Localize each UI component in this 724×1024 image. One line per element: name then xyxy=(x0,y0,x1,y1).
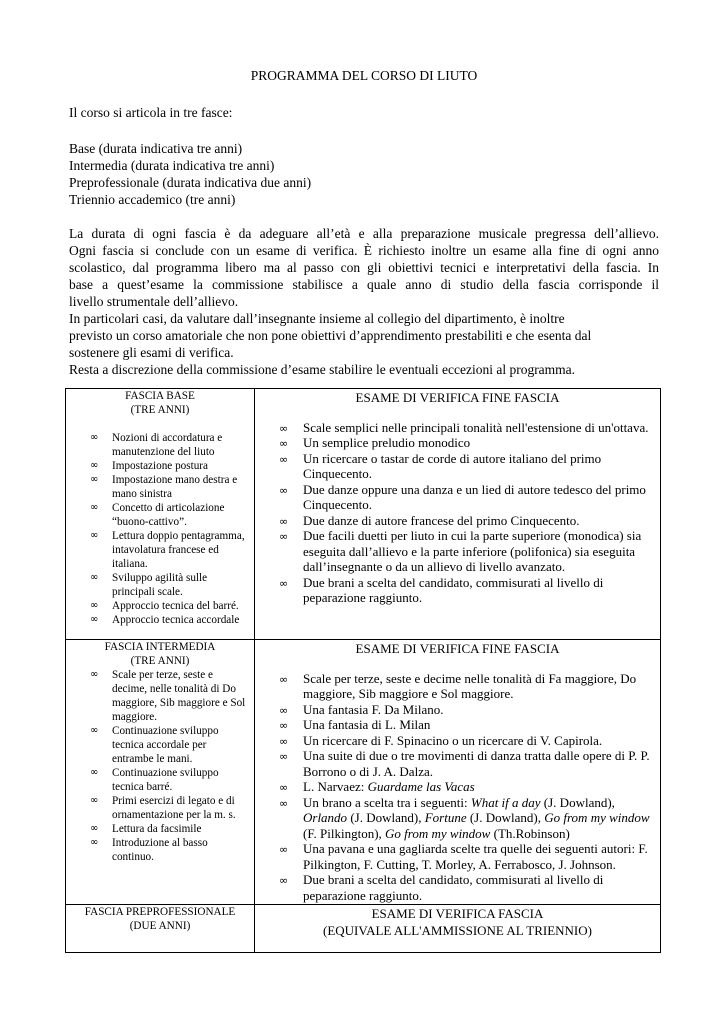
list-item: ∞ Un ricercare o tastar de corde di autore italiano del primo Cinquecento. xyxy=(279,450,602,481)
list-item: ∞ Due danze di autore francese del primo Cinquecento. xyxy=(279,512,580,528)
description-line: Resta a discrezione della commissione d’esame stabilire le eventuali eccezioni al programma. xyxy=(69,362,576,377)
base-cell xyxy=(66,389,255,640)
bullet-icon: ∞ xyxy=(90,572,99,583)
list-item: ∞ Scale semplici nelle principali tonalità nell'estensione di un'ottava. xyxy=(279,419,649,435)
program-table xyxy=(65,388,661,953)
list-item: ∞ Approccio tecnica accordale xyxy=(90,614,240,626)
page-title: PROGRAMMA DEL CORSO DI LIUTO xyxy=(250,68,478,83)
list-item: ∞ Due brani a scelta del candidato, commisurati al livello di peparazione raggiunto. xyxy=(279,872,604,903)
list-item: ∞ Scale per terze, seste e decime, nelle tonalità di Do maggiore, Sib maggiore e Sol maggiore. xyxy=(90,669,246,723)
bullet-icon: ∞ xyxy=(279,421,289,435)
bullet-icon: ∞ xyxy=(279,452,289,466)
list-item: ∞ Due brani a scelta del candidato, commisurati al livello di peparazione raggiunto. xyxy=(279,574,604,605)
base-exam-cell xyxy=(255,389,661,640)
description-line: base a quest’esame la commissione stabilisce a quale anno di studio della fascia corrisponde il xyxy=(69,277,659,292)
bullet-icon: ∞ xyxy=(90,669,99,680)
level-triennio: Triennio accademico (tre anni) xyxy=(69,192,236,207)
list-item: ∞ Un semplice preludio monodico xyxy=(279,435,471,450)
intermedia-exam-heading: ESAME DI VERIFICA FINE FASCIA xyxy=(355,641,560,656)
level-list xyxy=(69,140,659,208)
list-item: ∞ Due facili duetti per liuto in cui la parte superiore (monodica) sia eseguita dall’allievo e la parte inferiore (polifonica) sia eseguita dall’insegnante o da un allievo di livello avanzato. xyxy=(279,528,642,574)
list-item: ∞ Primi esercizi di legato e di ornamentazione per la m. s. xyxy=(90,795,236,821)
description-line: Ogni fascia si conclude con un esame di verifica. È richiesto inoltre un esame alla fine di ogni anno xyxy=(69,243,659,258)
bullet-icon: ∞ xyxy=(90,614,99,625)
bullet-icon: ∞ xyxy=(90,432,99,443)
intermedia-topics-list xyxy=(66,668,254,864)
bullet-icon: ∞ xyxy=(279,750,289,763)
bullet-icon: ∞ xyxy=(90,767,99,778)
bullet-icon: ∞ xyxy=(279,874,289,887)
bullet-icon: ∞ xyxy=(279,796,289,810)
level-base: Base (durata indicativa tre anni) xyxy=(69,141,243,156)
description-line: La durata di ogni fascia è da adeguare all’età e alla preparazione musicale pregressa dell’allievo. xyxy=(69,226,659,241)
description-line: livello strumentale dell’allievo. xyxy=(69,294,239,309)
bullet-icon: ∞ xyxy=(279,719,289,732)
bullet-icon: ∞ xyxy=(90,725,99,736)
preprofessionale-exam-cell xyxy=(255,905,661,953)
preprofessionale-heading: FASCIA PREPROFESSIONALE xyxy=(84,906,236,918)
row-base xyxy=(66,389,661,640)
preprofessionale-duration: (DUE ANNI) xyxy=(129,920,191,932)
bullet-icon: ∞ xyxy=(90,795,99,806)
bullet-icon: ∞ xyxy=(279,843,289,856)
bullet-icon: ∞ xyxy=(279,530,289,543)
level-intermedia: Intermedia (durata indicativa tre anni) xyxy=(69,158,275,173)
list-item: ∞ Un brano a scelta tra i seguenti: What if a day (J. Dowland), Orlando (J. Dowland), Fortune (J. Dowland), Go from my window (F. Pilkington), Go from my window (Th.Robinson) xyxy=(279,794,650,841)
bullet-icon: ∞ xyxy=(90,530,99,541)
base-exam-heading: ESAME DI VERIFICA FINE FASCIA xyxy=(355,390,560,405)
intermedia-heading: FASCIA INTERMEDIA xyxy=(104,641,216,653)
bullet-icon: ∞ xyxy=(279,672,289,686)
list-item: ∞ Una pavana e una gagliarda scelte tra quelle dei seguenti autori: F. Pilkington, F. Cutting, T. Morley, A. Ferrabosco, J. Johnson. xyxy=(279,841,648,872)
bullet-icon: ∞ xyxy=(279,703,289,717)
list-item: ∞ Sviluppo agilità sulle principali scale. xyxy=(90,572,208,598)
bullet-icon: ∞ xyxy=(279,734,289,748)
bullet-icon: ∞ xyxy=(279,781,289,794)
bullet-icon: ∞ xyxy=(90,502,99,513)
list-item: ∞ Lettura doppio pentagramma, intavolatura francese ed italiana. xyxy=(90,530,245,570)
list-item: ∞ L. Narvaez: Guardame las Vacas xyxy=(279,779,475,794)
preprofessionale-cell xyxy=(66,905,255,953)
list-item: ∞ Scale per terze, seste e decime nelle tonalità di Fa maggiore, Do maggiore, Sib maggiore e Sol maggiore. xyxy=(279,670,637,701)
base-exam-list xyxy=(255,420,660,606)
list-item: ∞ Impostazione postura xyxy=(90,460,209,472)
preprofessionale-exam-note: (EQUIVALE ALL'AMMISSIONE AL TRIENNIO) xyxy=(323,922,592,938)
list-item: ∞ Nozioni di accordatura e manutenzione del liuto xyxy=(90,432,223,458)
bullet-icon: ∞ xyxy=(279,514,289,528)
row-preprofessionale xyxy=(66,905,661,953)
base-topics-list xyxy=(66,431,254,627)
list-item: ∞ Due danze oppure una danza e un lied di autore tedesco del primo Cinquecento. xyxy=(279,481,646,512)
bullet-icon: ∞ xyxy=(279,437,289,450)
intermedia-exam-list xyxy=(255,671,660,904)
list-item: ∞ Continuazione sviluppo tecnica barré. xyxy=(90,767,219,793)
row-intermedia xyxy=(66,640,661,905)
description-line: In particolari casi, da valutare dall’insegnante insieme al collegio del dipartimento, è inoltre xyxy=(69,311,565,326)
intermedia-duration: (TRE ANNI) xyxy=(130,655,190,667)
bullet-icon: ∞ xyxy=(90,460,99,471)
list-item: ∞ Introduzione al basso continuo. xyxy=(90,837,208,863)
bullet-icon: ∞ xyxy=(90,837,99,848)
intermedia-cell xyxy=(66,640,255,905)
list-item: ∞ Una fantasia di L. Milan xyxy=(279,717,431,732)
list-item: ∞ Approccio tecnica del barré. xyxy=(90,600,239,612)
level-preprofessionale: Preprofessionale (durata indicativa due anni) xyxy=(69,175,312,190)
list-item: ∞ Una fantasia F. Da Milano. xyxy=(279,701,444,717)
description-line: sostenere gli esami di verifica. xyxy=(69,345,234,360)
base-heading: FASCIA BASE xyxy=(125,390,195,402)
bullet-icon: ∞ xyxy=(90,474,99,485)
bullet-icon: ∞ xyxy=(279,483,289,497)
list-item: ∞ Una suite di due o tre movimenti di danza tratta dalle opere di P. P. Borrono o di J. A. Dalza. xyxy=(279,748,650,779)
intro-text: Il corso si articola in tre fasce: xyxy=(69,105,233,120)
list-item: ∞ Concetto di articolazione “buono-cattivo”. xyxy=(90,502,225,528)
bullet-icon: ∞ xyxy=(90,823,99,834)
preprofessionale-exam-heading: ESAME DI VERIFICA FASCIA xyxy=(371,906,544,921)
list-item: ∞ Lettura da facsimile xyxy=(90,823,202,835)
list-item: ∞ Un ricercare di F. Spinacino o un ricercare di V. Capirola. xyxy=(279,732,603,748)
description-paragraph xyxy=(69,225,659,378)
intermedia-exam-cell xyxy=(255,640,661,905)
bullet-icon: ∞ xyxy=(90,600,99,611)
description-line: scolastico, dal programma libero ma al passo con gli obiettivi tecnici e interpretativi della fascia. In xyxy=(69,260,659,275)
description-line: previsto un corso amatoriale che non pone obiettivi d’apprendimento prestabiliti e che esenta dal xyxy=(69,328,592,343)
base-duration: (TRE ANNI) xyxy=(130,404,190,416)
bullet-icon: ∞ xyxy=(279,576,289,590)
list-item: ∞ Continuazione sviluppo tecnica accordale per entrambe le mani. xyxy=(90,725,219,765)
list-item: ∞ Impostazione mano destra e mano sinistra xyxy=(90,474,238,500)
